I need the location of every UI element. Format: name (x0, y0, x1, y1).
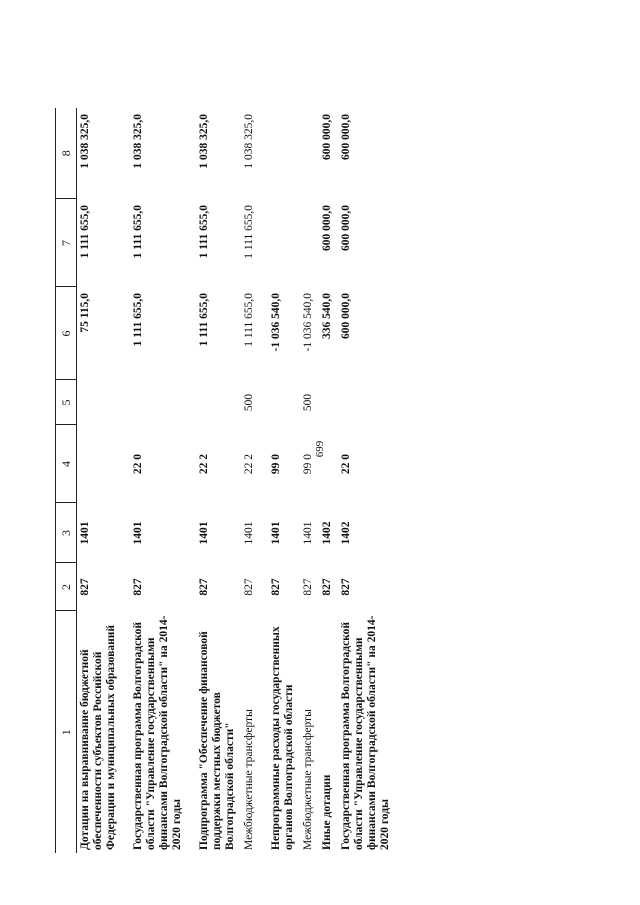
page-number: 699 (314, 440, 326, 458)
row-code-department: 827 (321, 578, 333, 596)
row-name: Иные дотации (321, 774, 333, 850)
table-row (241, 108, 260, 853)
row-spacer-cell (188, 108, 196, 853)
row-code-expense-type: 500 (302, 393, 314, 412)
row-spacer (122, 108, 130, 853)
column-header: 5 (56, 380, 77, 425)
row-amount-1: 1 111 655,0 (198, 293, 210, 347)
table-row (130, 108, 188, 853)
row-amount-1: 600 000,0 (340, 293, 352, 339)
row-amount-3 (268, 108, 300, 199)
row-name: Межбюджетные трансферты (243, 709, 255, 850)
row-amount-2: 1 111 655,0 (198, 205, 210, 259)
column-header: 6 (56, 287, 77, 380)
row-code-program: 22 2 (198, 453, 210, 475)
budget-table-sheet (55, 108, 635, 853)
row-amount-1: 336 540,0 (321, 293, 333, 339)
row-name: Государственная программа Волгоградской области "Управление государственными финансами Волгоградской области" на 2014-2020 годы (340, 615, 391, 850)
row-spacer-cell (122, 108, 130, 853)
row-code-section: 1401 (198, 521, 210, 545)
column-header: 3 (56, 503, 77, 563)
table-row (338, 108, 396, 853)
row-code-department: 827 (198, 578, 210, 596)
row-amount-2: 600 000,0 (340, 205, 352, 251)
row-amount-3: 1 038 325,0 (79, 114, 91, 169)
row-code-expense-type (196, 380, 241, 425)
row-amount-2 (268, 199, 300, 287)
column-number-row (56, 108, 77, 853)
column-header: 7 (56, 199, 77, 287)
row-code-expense-type: 500 (243, 393, 255, 412)
table-row (268, 108, 300, 853)
row-spacer-cell (260, 108, 268, 853)
row-code-section: 1401 (270, 521, 282, 545)
column-header: 4 (56, 425, 77, 503)
row-amount-2: 600 000,0 (321, 205, 333, 251)
row-code-section: 1401 (79, 521, 91, 545)
row-amount-3: 600 000,0 (340, 114, 352, 160)
row-code-section: 1402 (321, 521, 333, 545)
row-code-expense-type (319, 380, 338, 425)
row-code-department: 827 (243, 578, 255, 596)
row-code-department: 827 (302, 578, 314, 596)
row-code-section: 1401 (132, 521, 144, 545)
row-code-program: 22 0 (340, 453, 352, 475)
row-amount-3: 1 038 325,0 (132, 114, 144, 169)
row-name: Дотации на выравнивание бюджетной обеспеченности субъектов Российской Федерации и муниципальных образований (79, 625, 117, 850)
row-code-department: 827 (270, 578, 282, 596)
row-amount-2: 1 111 655,0 (132, 205, 144, 259)
column-header: 1 (56, 611, 77, 853)
table-row (196, 108, 241, 853)
row-code-program: 99 0 (270, 453, 282, 475)
row-name: Подпрограмма "Обеспечение финансовой поддержки местных бюджетов Волгоградской области" (198, 631, 236, 850)
row-amount-3: 1 038 325,0 (198, 114, 210, 169)
table-body (77, 108, 397, 853)
row-amount-2 (300, 199, 319, 287)
row-name: Государственная программа Волгоградской области "Управление государственными финансами Волгоградской области" на 2014-2020 годы (132, 615, 183, 850)
row-code-expense-type (77, 380, 123, 425)
row-code-department: 827 (340, 578, 352, 596)
row-amount-1: -1 036 540,0 (270, 293, 282, 352)
row-code-program: 22 2 (243, 453, 255, 475)
row-spacer (260, 108, 268, 853)
row-amount-1: 75 115,0 (79, 293, 91, 333)
table-row (77, 108, 123, 853)
row-amount-1: -1 036 540,0 (302, 293, 314, 352)
column-header: 2 (56, 563, 77, 611)
row-amount-3: 1 038 325,0 (243, 114, 255, 169)
row-code-program (319, 425, 338, 503)
row-code-program (77, 425, 123, 503)
row-amount-1: 1 111 655,0 (243, 293, 255, 347)
row-code-expense-type (338, 380, 396, 425)
row-code-expense-type (130, 380, 188, 425)
row-amount-3 (300, 108, 319, 199)
budget-table (55, 108, 396, 853)
row-spacer (188, 108, 196, 853)
row-code-department: 827 (132, 578, 144, 596)
row-amount-3: 600 000,0 (321, 114, 333, 160)
table-row (319, 108, 338, 853)
row-amount-2: 1 111 655,0 (243, 205, 255, 259)
row-amount-2: 1 111 655,0 (79, 205, 91, 259)
row-name: Непрограммные расходы государственных органов Волгоградской области (270, 626, 295, 850)
row-code-program: 22 0 (132, 453, 144, 475)
row-code-program: 99 0 (302, 453, 314, 475)
row-name: Межбюджетные трансферты (302, 709, 314, 850)
row-code-section: 1401 (302, 521, 314, 545)
row-code-expense-type (268, 380, 300, 425)
row-code-department: 827 (79, 578, 91, 596)
row-amount-1: 1 111 655,0 (132, 293, 144, 347)
row-code-section: 1401 (243, 521, 255, 545)
column-header: 8 (56, 108, 77, 199)
row-code-section: 1402 (340, 521, 352, 545)
table-row (300, 108, 319, 853)
